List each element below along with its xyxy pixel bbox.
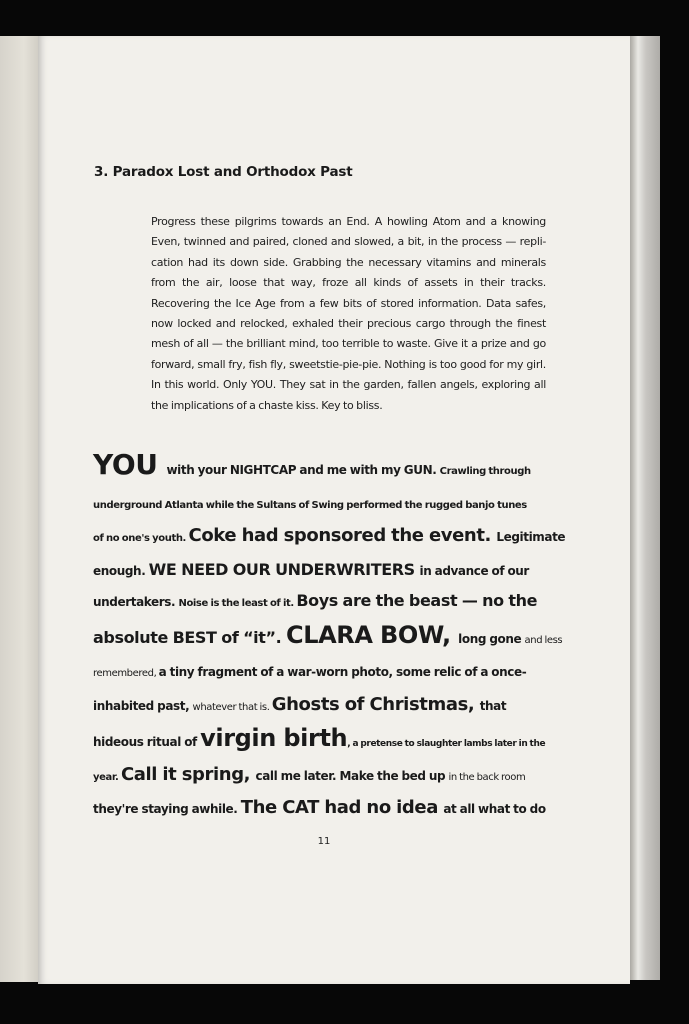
left-page-edge: [0, 36, 40, 982]
body-line: [93, 620, 571, 657]
body-line: [93, 521, 571, 555]
text-segment: , a pretense to slaughter lambs later in the: [347, 739, 546, 749]
text-segment: in the back room: [448, 771, 526, 783]
text-segment: Legitimate: [496, 530, 566, 544]
text-segment: Call it spring,: [120, 763, 256, 785]
text-segment: virgin birth: [200, 724, 348, 752]
text-segment: undertakers.: [93, 595, 179, 609]
body-line: [93, 656, 571, 690]
text-segment: long gone: [458, 631, 525, 646]
text-segment: and less: [524, 634, 563, 646]
text-segment: of no one's youth.: [93, 533, 189, 544]
text-segment: enough.: [93, 563, 149, 578]
body-line: [93, 723, 571, 760]
body-paragraph: [93, 450, 571, 825]
book-page: [38, 36, 630, 984]
body-line: [93, 793, 571, 825]
section-heading: 3. Paradox Lost and Orthodox Past: [94, 164, 353, 180]
text-segment: call me later.: [255, 768, 340, 783]
body-line: [93, 555, 571, 587]
body-line: [93, 488, 571, 522]
text-segment: Ghosts of Christmas,: [271, 693, 480, 715]
text-segment: that: [479, 698, 507, 713]
text-segment: absolute BEST of “it”.: [93, 627, 286, 647]
body-line: [93, 586, 571, 620]
text-segment: at all what to do: [443, 802, 546, 816]
text-segment: YOU: [93, 448, 167, 481]
page-stack-edge: [626, 36, 660, 980]
text-segment: a tiny fragment of a war-worn photo, some relic of a once-: [158, 665, 527, 679]
body-line: [93, 450, 571, 488]
text-segment: Coke had sponsored the event.: [188, 525, 497, 546]
text-segment: Boys are the beast — no the: [296, 591, 538, 610]
text-segment: The CAT had no idea: [240, 797, 444, 818]
body-line: [93, 690, 571, 724]
text-segment: Crawling through: [439, 466, 531, 477]
text-segment: in advance of our: [419, 563, 529, 578]
body-line: [93, 760, 571, 794]
text-segment: Noise is the least of it.: [178, 598, 297, 609]
text-segment: with your NIGHTCAP and me with my GUN.: [166, 463, 440, 477]
page-number: 11: [317, 836, 331, 847]
text-segment: whatever that is.: [192, 701, 272, 713]
text-segment: remembered,: [93, 668, 159, 679]
text-segment: CLARA BOW,: [285, 620, 459, 649]
text-segment: year.: [93, 771, 121, 783]
text-segment: Make the bed up: [339, 768, 449, 783]
text-segment: hideous ritual of: [93, 735, 201, 749]
text-segment: WE NEED OUR UNDERWRITERS: [148, 559, 420, 579]
text-segment: underground Atlanta while the Sultans of Swing performed the rugged banjo tunes: [93, 499, 527, 511]
intro-paragraph: Progress these pilgrims towards an End. A howling Atom and a knowing Even, twinned and paired, cloned and slowed, a bit, in the process — repli-cation had its down side. Grabbing the necessary vitamins and minerals from the air, loose that way, froze all kinds of assets in their tracks. Recovering the Ice Age from a few bits of stored information. Data safes, now locked and relocked, exhaled their precious cargo through the finest mesh of all — the brilliant mind, too terrible to waste. Give it a prize and go forward, small fry, fish fly, sweetstie-pie-pie. Nothing is too good for my girl. In this world. Only YOU. They sat in the garden, fallen angels, exploring all the implications of a chaste kiss. Key to bliss.: [151, 215, 546, 412]
text-segment: inhabited past,: [93, 698, 193, 713]
text-segment: they're staying awhile.: [93, 802, 241, 816]
